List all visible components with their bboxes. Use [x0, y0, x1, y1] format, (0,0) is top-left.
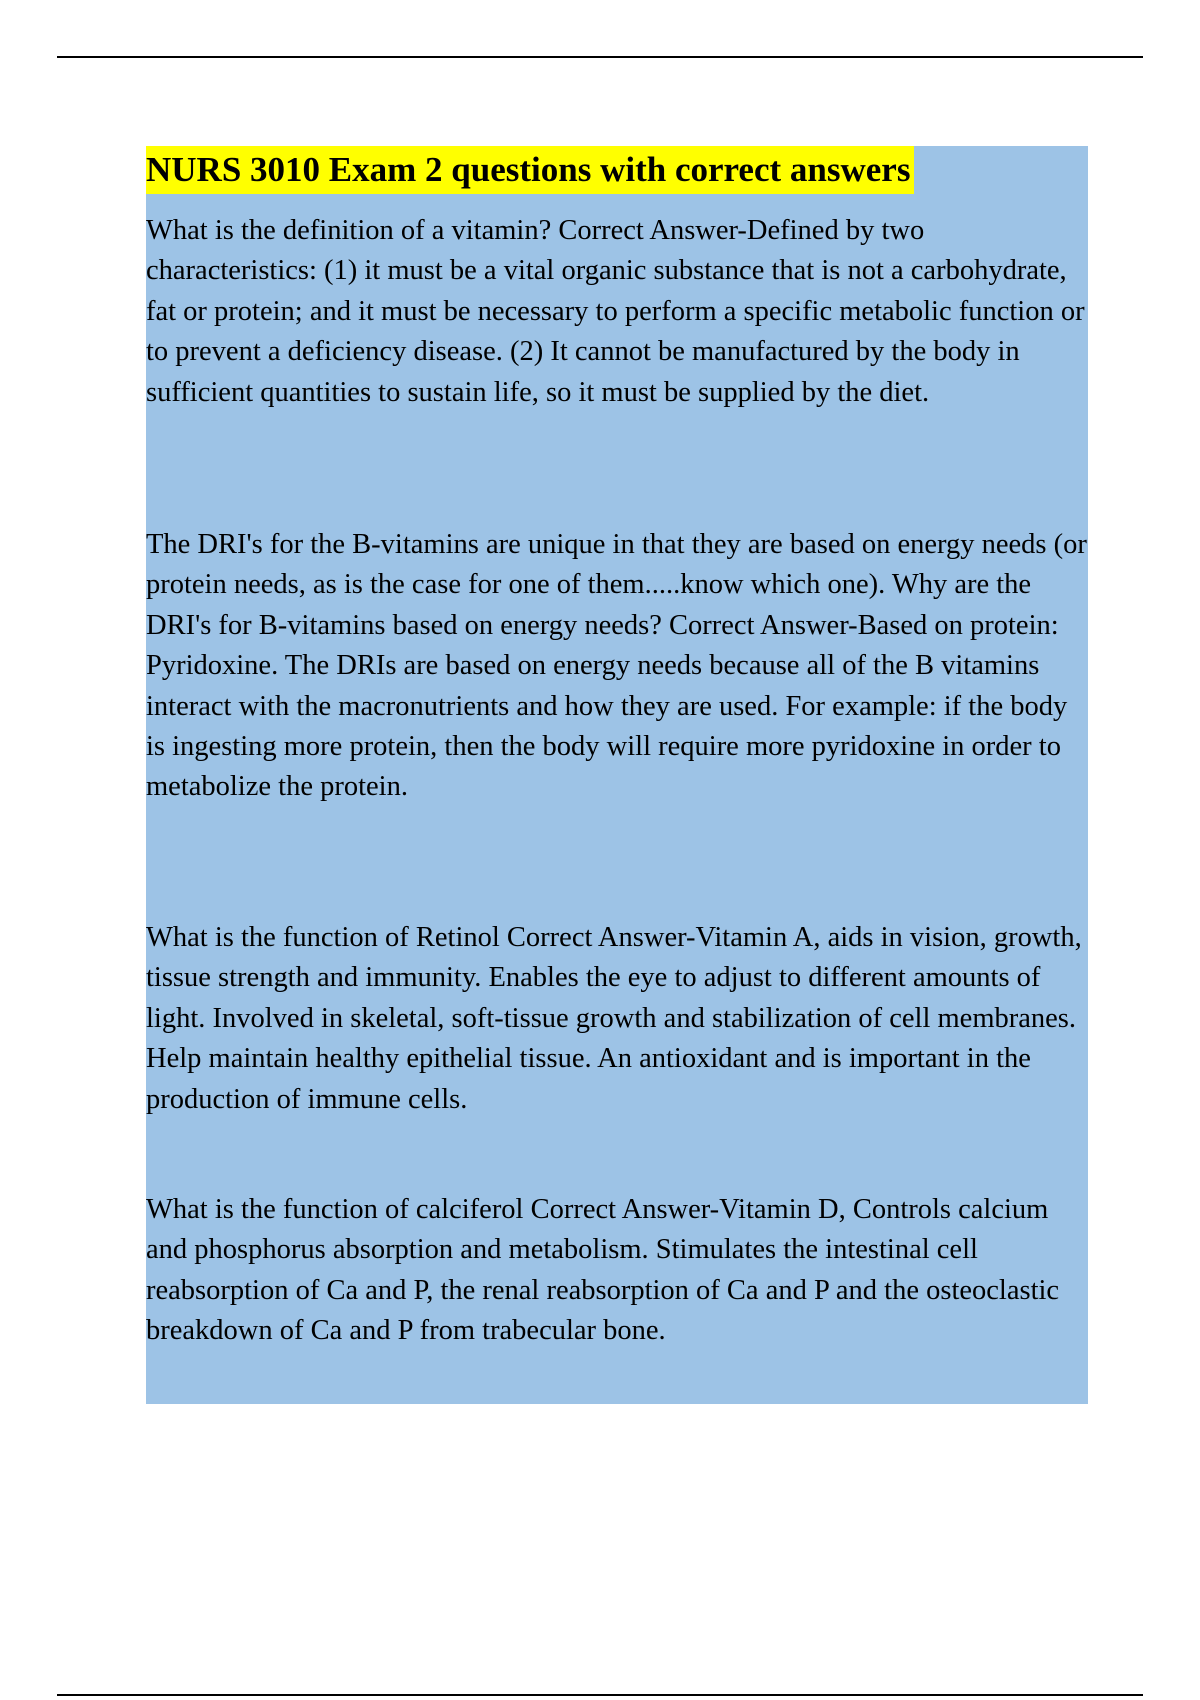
footer-rule	[57, 1694, 1143, 1696]
qa-paragraph-b-vitamin-dri: The DRI's for the B-vitamins are unique in that they are based on energy needs (or protein needs, as is the case for one of them.....know which one). Why are the DRI's for B-vitamins based on energy needs? Correct Answer-Based on protein: Pyridoxine. The DRIs are based on energy needs because all of the B vitamins interact with the macronutrients and how they are used. For example: if the body is ingesting more protein, then the body will require more pyridoxine in order to metabolize the protein.	[146, 529, 1087, 803]
document-title: NURS 3010 Exam 2 questions with correct answers	[146, 146, 914, 194]
qa-paragraph-vitamin-definition: What is the definition of a vitamin? Correct Answer-Defined by two characteristics: (1) it must be a vital organic substance that is not a carbohydrate, fat or protein; and it must be necessary to perform a specific metabolic function or to prevent a deficiency disease. (2) It cannot be manufactured by the body in sufficient quantities to sustain life, so it must be supplied by the diet.	[146, 215, 1085, 408]
header-rule	[57, 56, 1143, 58]
qa-paragraph-retinol: What is the function of Retinol Correct Answer-Vitamin A, aids in vision, growth, tissue strength and immunity. Enables the eye to adjust to different amounts of light. Involved in skeletal, soft-tissue growth and stabilization of cell membranes. Help maintain healthy epithelial tissue. An antioxidant and is important in the production of immune cells.	[146, 922, 1082, 1115]
qa-paragraph-calciferol: What is the function of calciferol Correct Answer-Vitamin D, Controls calcium and phosphorus absorption and metabolism. Stimulates the intestinal cell reabsorption of Ca and P, the renal reabsorption of Ca and P and the osteoclastic breakdown of Ca and P from trabecular bone.	[146, 1194, 1060, 1347]
